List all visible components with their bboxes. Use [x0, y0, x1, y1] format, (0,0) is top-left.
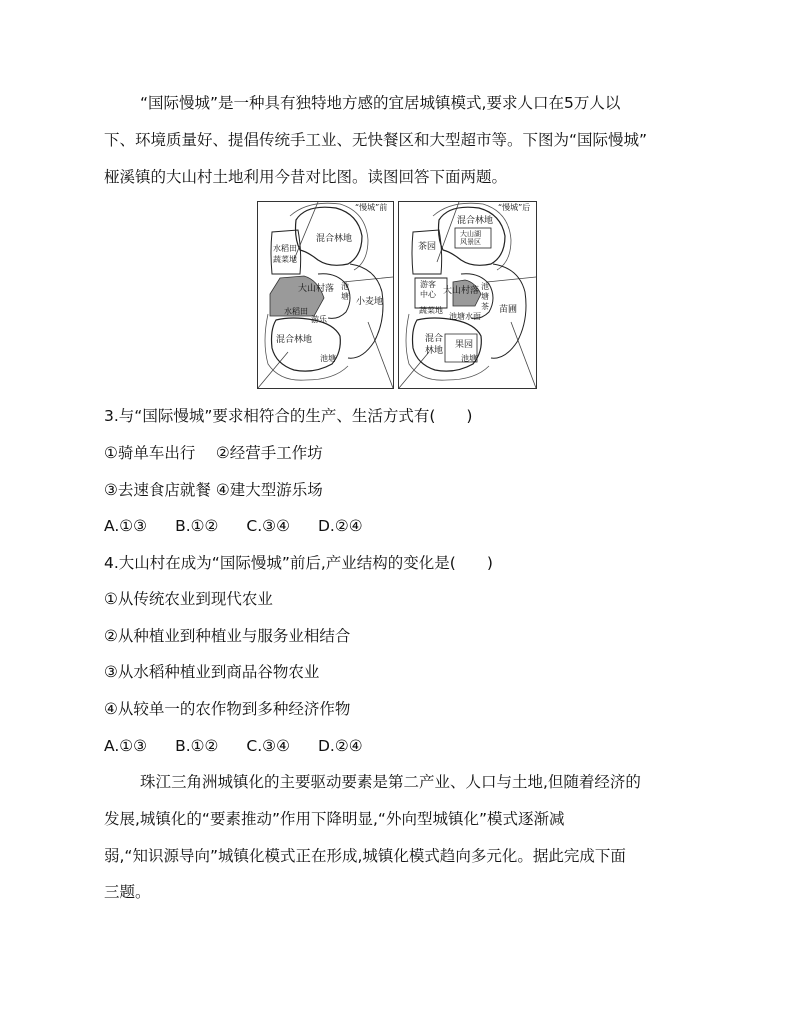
q4-item-4: ④从较单一的农作物到多种经济作物: [104, 700, 351, 718]
q4-option-c[interactable]: C.③④: [246, 737, 290, 755]
map-after-fruit: 果园: [455, 340, 474, 350]
map-after-nursery: 苗圃: [499, 305, 518, 315]
passage1-line3: 桠溪镇的大山村土地利用今昔对比图。读图回答下面两题。: [104, 168, 508, 186]
map-after-visitor-2: 中心: [420, 290, 436, 299]
q3-item-1: ①骑单车出行 ②经营手工作坊: [104, 444, 323, 462]
q3-item-2: ③去速食店就餐 ④建大型游乐场: [104, 481, 323, 499]
map-after: [398, 201, 537, 389]
passage2-line3: 弱,“知识源导向”城镇化模式正在形成,城镇化模式趋向多元化。据此完成下面: [104, 847, 626, 865]
passage1-line2: 下、环境质量好、提倡传统手工业、无快餐区和大型超市等。下图为“国际慢城”: [104, 131, 648, 149]
q3-option-d[interactable]: D.②④: [317, 517, 363, 535]
map-before-paddy-veg-2: 蔬菜地: [273, 255, 297, 264]
q4-option-a[interactable]: A.①③: [104, 737, 148, 755]
q4-stem: 4.大山村在成为“国际慢城”前后,产业结构的变化是( ): [104, 554, 493, 572]
map-after-pond-side-2: 塘: [481, 292, 489, 301]
map-before-pond: 池塘: [320, 354, 336, 363]
map-before-forest-top: 混合林地: [316, 234, 353, 244]
map-before-paddy-veg-1: 水稻田: [273, 244, 297, 253]
map-before-wheat: 小麦地: [356, 297, 384, 307]
map-before-lake: 游乐: [311, 315, 327, 324]
map-before-pond-side-1: 池: [341, 282, 349, 291]
passage1-line1: “国际慢城”是一种具有独特地方感的宜居城镇模式,要求人口在5万人以: [140, 94, 621, 112]
q4-option-b[interactable]: B.①②: [175, 737, 219, 755]
map-before-paddy: 水稻田: [284, 307, 308, 316]
q4-option-d[interactable]: D.②④: [317, 737, 363, 755]
map-after-title: “慢城”后: [498, 203, 531, 212]
q3-option-c[interactable]: C.③④: [246, 517, 290, 535]
q4-item-1: ①从传统农业到现代农业: [104, 590, 273, 608]
map-after-forest-bottom-2: 林地: [425, 346, 444, 356]
q4-item-2: ②从种植业到种植业与服务业相结合: [104, 627, 351, 645]
map-before-village: 大山村落: [298, 284, 335, 294]
map-after-veg: 蔬菜地: [419, 306, 443, 315]
map-after-pond-side-1: 池: [481, 282, 489, 291]
map-before-forest-bottom: 混合林地: [276, 335, 313, 345]
map-after-scenic-2: 风景区: [460, 238, 481, 246]
map-after-pond-side-3: 茶: [481, 302, 489, 311]
map-before-pond-side-2: 塘: [341, 292, 349, 301]
map-after-lake: 池塘水面: [449, 312, 481, 321]
map-before-title: “慢城”前: [355, 203, 388, 212]
passage2-line2: 发展,城镇化的“要素推动”作用下降明显,“外向型城镇化”模式逐渐减: [104, 810, 565, 828]
map-after-forest-top: 混合林地: [457, 216, 494, 226]
q4-item-3: ③从水稻种植业到商品谷物农业: [104, 663, 320, 681]
map-after-pond: 池塘: [461, 354, 477, 363]
q3-option-b[interactable]: B.①②: [175, 517, 219, 535]
map-before: [257, 201, 394, 389]
map-after-tea: 茶园: [418, 242, 437, 252]
passage2-line1: 珠江三角洲城镇化的主要驱动要素是第二产业、人口与土地,但随着经济的: [140, 773, 641, 791]
passage2-line4: 三题。: [104, 883, 151, 901]
map-after-visitor-1: 游客: [420, 280, 436, 289]
q3-options: [104, 516, 391, 536]
map-after-village: 大山村落: [443, 286, 480, 296]
q3-option-a[interactable]: A.①③: [104, 517, 148, 535]
map-after-forest-bottom-1: 混合: [425, 334, 444, 344]
map-after-scenic-1: 大山湖: [460, 230, 481, 238]
q3-stem: 3.与“国际慢城”要求相符合的生产、生活方式有( ): [104, 407, 473, 425]
q4-options: [104, 736, 391, 756]
